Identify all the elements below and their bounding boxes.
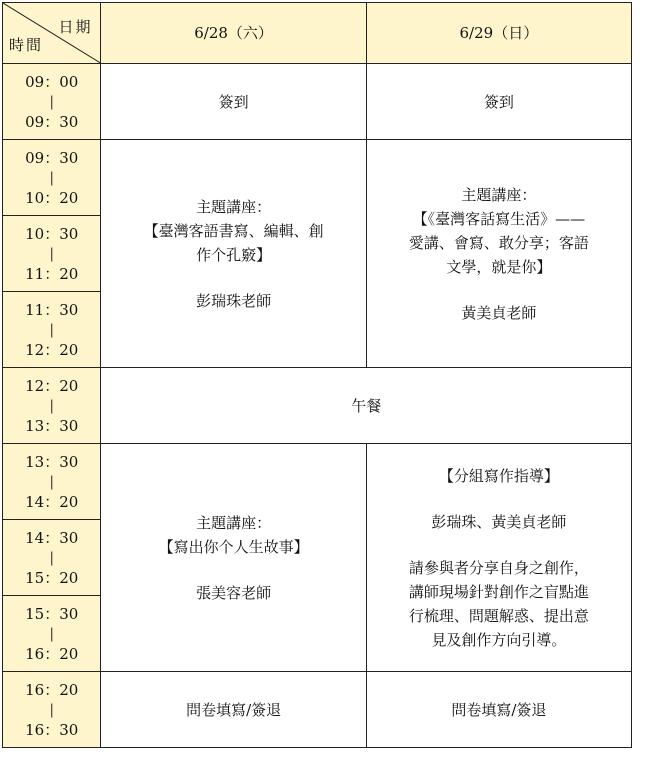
- slot-separator: |: [49, 93, 55, 110]
- table-row: [3, 672, 632, 748]
- schedule-table: [2, 2, 632, 748]
- slot-start: 09：00: [25, 72, 79, 91]
- slot-start: 10：30: [25, 224, 79, 243]
- slot-start: 15：30: [25, 604, 79, 623]
- slot-end: 11：20: [25, 264, 79, 283]
- lecture1-day2-cell: [366, 140, 631, 368]
- time-slot: [3, 216, 101, 292]
- slot-start: 11：30: [25, 300, 79, 319]
- closing-day1-cell: 問卷填寫/簽退: [101, 672, 366, 748]
- slot-end: 16：30: [25, 720, 79, 739]
- day1-header: 6/28（六）: [101, 3, 366, 64]
- slot-start: 14：30: [25, 528, 79, 547]
- table-row: [3, 444, 632, 520]
- table-row: [3, 140, 632, 216]
- slot-end: 14：20: [25, 492, 79, 511]
- time-slot: [3, 292, 101, 368]
- slot-end: 12：20: [25, 340, 79, 359]
- time-slot: [3, 64, 101, 140]
- workshop-title: 【分組寫作指導】: [438, 466, 559, 485]
- lecture-speaker: 張美容老師: [196, 583, 272, 602]
- time-slot: [3, 444, 101, 520]
- slot-start: 16：20: [25, 680, 79, 699]
- workshop-desc-line: 行梳理、問題解惑、提出意: [408, 606, 589, 625]
- lecture-title: 主題講座：: [196, 197, 272, 216]
- slot-separator: |: [49, 169, 55, 186]
- corner-date-label: 日期: [58, 18, 93, 36]
- time-slot: [3, 520, 101, 596]
- slot-start: 13：30: [25, 452, 79, 471]
- table-row: [3, 368, 632, 444]
- slot-separator: |: [49, 473, 55, 490]
- slot-separator: |: [49, 625, 55, 642]
- slot-start: 12：20: [25, 376, 79, 395]
- slot-separator: |: [49, 701, 55, 718]
- slot-separator: |: [49, 245, 55, 262]
- signin-day1-cell: 簽到: [101, 64, 366, 140]
- header-row: [3, 3, 632, 64]
- time-slot: [3, 672, 101, 748]
- slot-end: 13：30: [25, 416, 79, 435]
- closing-day2-cell: 問卷填寫/簽退: [366, 672, 631, 748]
- lecture-topic-line: 作个孔竅】: [196, 245, 272, 264]
- corner-header-cell: [3, 3, 101, 64]
- lecture-topic-line: 【寫出你个人生故事】: [158, 537, 309, 556]
- slot-separator: |: [49, 397, 55, 414]
- lecture-topic-line: 文學，就是你】: [446, 257, 552, 276]
- lecture-speaker: 彭瑞珠老師: [196, 291, 272, 310]
- lecture-title: 主題講座：: [196, 513, 272, 532]
- time-slot: [3, 596, 101, 672]
- lecture1-day1-cell: [101, 140, 366, 368]
- table-row: [3, 64, 632, 140]
- lecture-speaker: 黃美貞老師: [461, 303, 537, 322]
- time-slot: [3, 368, 101, 444]
- workshop-desc-line: 見及創作方向引導。: [431, 630, 567, 649]
- slot-separator: |: [49, 549, 55, 566]
- signin-day2-cell: 簽到: [366, 64, 631, 140]
- lecture2-day1-cell: [101, 444, 366, 672]
- lecture-topic-line: 【臺灣客語書寫、編輯、創: [143, 221, 324, 240]
- lecture-topic-line: 【《臺灣客話寫生活》——: [412, 209, 586, 228]
- slot-end: 10：20: [25, 188, 79, 207]
- slot-end: 09：30: [25, 112, 79, 131]
- slot-start: 09：30: [25, 148, 79, 167]
- workshop-speakers: 彭瑞珠、黃美貞老師: [431, 512, 567, 531]
- workshop-desc-line: 請參與者分享自身之創作，: [408, 558, 589, 577]
- slot-end: 16：20: [25, 644, 79, 663]
- lecture-title: 主題講座：: [461, 185, 537, 204]
- lecture-topic-line: 愛講、會寫、敢分享；客語: [408, 233, 589, 252]
- day2-header: 6/29（日）: [366, 3, 631, 64]
- time-slot: [3, 140, 101, 216]
- lunch-cell: 午餐: [101, 368, 632, 444]
- slot-separator: |: [49, 321, 55, 338]
- workshop-day2-cell: [366, 444, 631, 672]
- slot-end: 15：20: [25, 568, 79, 587]
- workshop-desc-line: 講師現場針對創作之盲點進: [408, 582, 589, 601]
- corner-time-label: 時間: [9, 36, 44, 54]
